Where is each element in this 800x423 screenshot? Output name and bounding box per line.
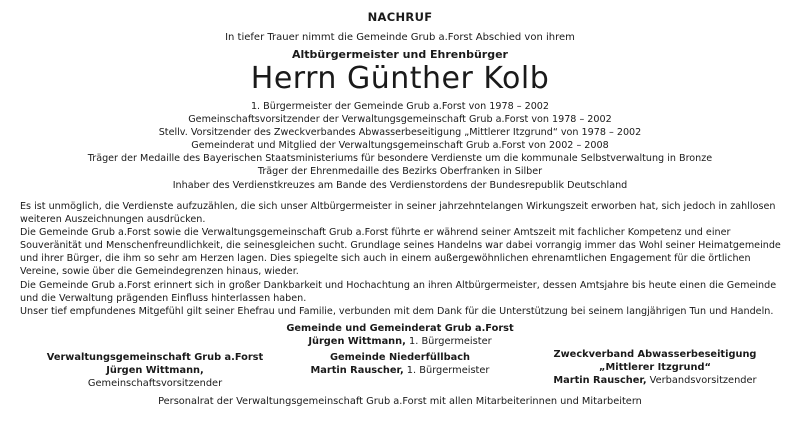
body-text [20,200,785,318]
signature-role: 1. Bürgermeister [406,365,490,376]
signature-org: Zweckverband Abwasserbeseitigung [553,349,757,360]
office-item: Gemeinschaftsvorsitzender der Verwaltungsgemeinschaft Grub a.Forst von 1978 – 2002 [188,114,612,126]
signature-right [530,348,780,387]
footer-line: Personalrat der Verwaltungsgemeinschaft Grub a.Forst mit allen Mitarbeiterinnen und Mitarbeitern [158,396,642,407]
signature-person-line [0,335,800,348]
paragraph: Unser tief empfundenes Mitgefühl gilt seiner Ehefrau und Familie, verbunden mit dem Dank für die Unterstützung bei seinem langjährigen Tun und Handeln. [20,305,774,317]
paragraph: Es ist unmöglich, die Verdienste aufzuzählen, die sich unser Altbürgermeister in seiner jahrzehntelangen Wirkungszeit erworben hat, sich jedoch in zahllosen weiteren Auszeichnungen ausdrücken. [20,201,776,226]
office-item: 1. Bürgermeister der Gemeinde Grub a.Forst von 1978 – 2002 [250,101,550,112]
signature-middle [290,351,510,377]
signature-role: 1. Bürgermeister [408,336,492,347]
signature-person-line [290,364,510,377]
notice-title: NACHRUF [367,10,433,24]
signature-person-line [40,364,270,390]
signature-org: Gemeinde Niederfüllbach [330,352,470,363]
paragraph: Die Gemeinde Grub a.Forst erinnert sich in großer Dankbarkeit und Hochachtung an ihren Altbürgermeister, dessen Amtsjahre bis heute einen die Gemeinde und die Verwaltung prägenden Einfluss hinterlassen haben. [20,279,777,304]
signature-org-line2: „Mittlerer Itzgrund“ [599,362,711,373]
signature-person-line [530,374,780,387]
office-item: Inhaber des Verdienstkreuzes am Bande des Verdienstordens der Bundesrepublik Deutschland [172,179,628,191]
rank-line: Altbürgermeister und Ehrenbürger [292,48,508,61]
signature-role: Gemeinschaftsvorsitzender [87,378,223,389]
signature-person: Martin Rauscher, [553,375,647,386]
signature-org: Verwaltungsgemeinschaft Grub a.Forst [46,352,264,363]
intro-line: In tiefer Trauer nimmt die Gemeinde Grub a.Forst Abschied von ihrem [225,32,575,43]
signature-person: Jürgen Wittmann, [308,336,406,347]
office-item: Träger der Ehrenmedaille des Bezirks Oberfranken in Silber [257,166,543,178]
signature-role: Verbandsvorsitzender [649,375,757,386]
office-item: Träger der Medaille des Bayerischen Staatsministeriums für besondere Verdienste um die kommunale Selbstverwaltung in Bronze [87,153,713,165]
deceased-name: Herrn Günther Kolb [250,61,550,96]
signature-person: Jürgen Wittmann, [106,365,204,376]
paragraph: Die Gemeinde Grub a.Forst sowie die Verwaltungsgemeinschaft Grub a.Forst führte er während seiner Amtszeit mit fachlicher Kompetenz und einer Souveränität und Menschenfreundlichkeit, die seinesgleichen sucht. Grundlage seines Handelns war dabei vorrangig immer das Wohl seiner Heimatgemeinde und ihrer Bürger, die ihm so sehr am Herzen lagen. Dies spiegelte sich auch in einem außergewöhnlichen ehrenamtlichen Engagement für die örtlichen Vereine, sowie über die Gemeindegrenzen hinaus, wieder. [20,227,781,278]
signature-person: Martin Rauscher, [310,365,404,376]
signature-org: Gemeinde und Gemeinderat Grub a.Forst [286,323,514,334]
signature-left [40,351,270,390]
signature-main [0,322,800,348]
offices-list [0,100,800,192]
office-item: Gemeinderat und Mitglied der Verwaltungsgemeinschaft Grub a.Forst von 2002 – 2008 [191,140,609,152]
office-item: Stellv. Vorsitzender des Zweckverbandes Abwasserbeseitigung „Mittlerer Itzgrund“ von 1978 – 2002 [158,127,642,139]
